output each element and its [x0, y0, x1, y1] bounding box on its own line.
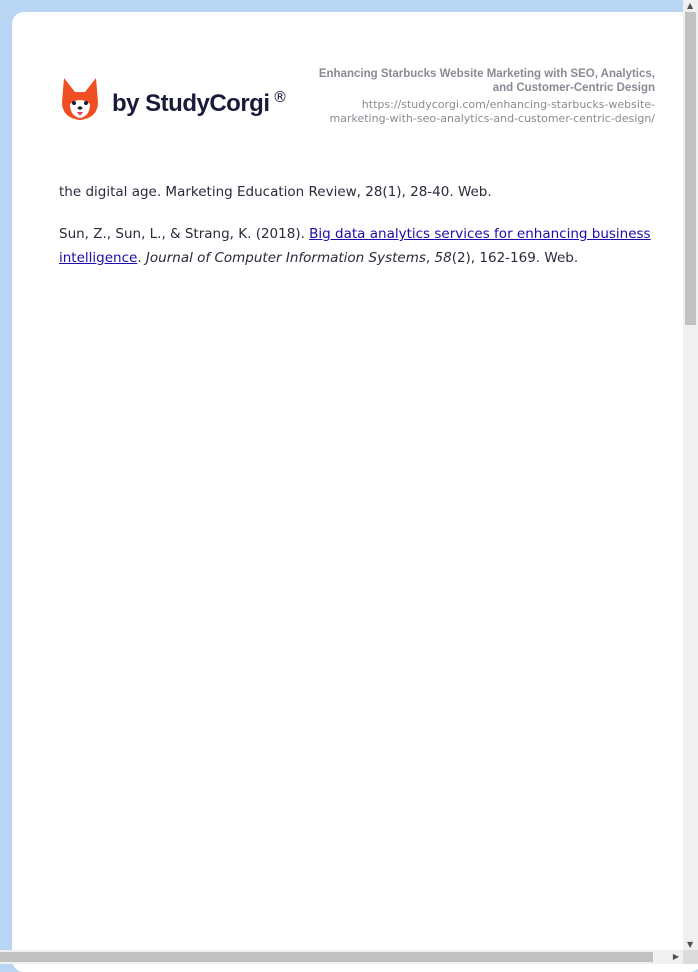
reference-continued: the digital age. Marketing Education Review, 28(1), 28-40. Web. [59, 184, 492, 200]
document-page [12, 12, 698, 972]
document-title: Enhancing Starbucks Website Marketing with SEO, Analytics, and Customer-Centric Design [318, 68, 655, 94]
brand-name: by StudyCorgi [112, 90, 270, 117]
horizontal-scrollbar[interactable] [0, 950, 683, 964]
corgi-icon [60, 76, 100, 122]
document-url: https://studycorgi.com/enhancing-starbucks-website-marketing-with-seo-analytics-and-customer-centric-design/ [329, 98, 655, 125]
vertical-scrollbar[interactable] [683, 0, 698, 950]
reference-link[interactable]: Big data analytics services for enhancing business intelligence [59, 226, 651, 266]
reference-punct: . [137, 250, 146, 266]
scroll-right-arrow-icon[interactable]: ▶ [672, 952, 679, 961]
reference-volume: 58 [434, 250, 452, 266]
reference-authors: Sun, Z., Sun, L., & Strang, K. (2018). [59, 226, 310, 242]
horizontal-scroll-thumb[interactable] [0, 952, 653, 962]
scroll-up-arrow-icon[interactable]: ▲ [687, 1, 694, 10]
reference-item [59, 222, 659, 270]
document-header [310, 67, 655, 126]
scrollbar-corner [683, 950, 698, 964]
vertical-scroll-thumb[interactable] [685, 12, 696, 325]
reference-journal: Journal of Computer Information Systems [145, 250, 426, 266]
reference-punct: , [425, 250, 435, 266]
reference-rest: (2), 162-169. Web. [451, 250, 579, 266]
registered-mark: ® [272, 88, 288, 106]
studycorgi-logo[interactable] [60, 76, 288, 122]
references-list [59, 180, 659, 288]
scroll-down-arrow-icon[interactable]: ▼ [687, 940, 694, 949]
